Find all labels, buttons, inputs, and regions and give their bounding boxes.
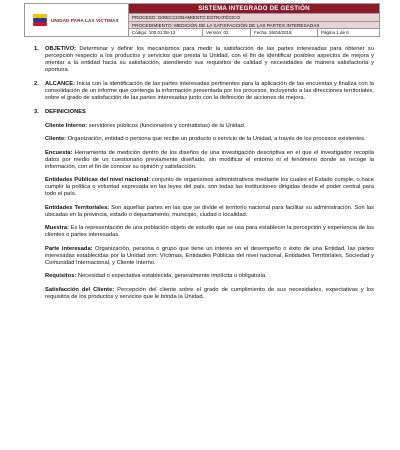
definition-item bbox=[45, 205, 374, 219]
section-text: Inicia con la identificación de las partes interesadas pertinentes para la aplicación de las encuestas y finaliza con la consolidación de un informe que contenga la información presentada por los procesos, incluyendo a las direcciones territoriales, sobre el grado de satisfacción de las partes interesadas junto con la definición de acciones de mejora. bbox=[45, 80, 374, 102]
definition-text: Son aquellas partes en las que se divide el territorio nacional para facilitar su administración. Son las ubicadas en la provincia, estado o departamento, municipio, ciudad o localidad. bbox=[45, 204, 374, 218]
definition-term: Cliente Interno: bbox=[45, 122, 88, 129]
section-label: OBJETIVO: bbox=[45, 46, 76, 52]
definition-text: Necesidad o expectativa establecida, generalmente implícita u obligatoria. bbox=[76, 273, 267, 280]
definition-text: Es la representación de una población objeto de estudio que se usa para establecer la percepción y experiencia de los clientes o partes interesadas. bbox=[45, 225, 374, 239]
definition-item bbox=[45, 273, 374, 280]
document-body bbox=[34, 46, 374, 307]
logo-block bbox=[25, 4, 129, 36]
definition-item bbox=[45, 150, 374, 171]
process-label: PROCESO: DIRECCIONAMIENTO ESTRATÉGICO bbox=[129, 13, 379, 21]
date-label: Fecha: 26/04/2018 bbox=[251, 29, 318, 36]
definition-text: Percepción del cliente sobre el grado de cumplimiento de sus necesidades, expectativas y los requisitos de los productos y servicios que le brinda la Unidad. bbox=[45, 286, 374, 300]
definition-term: Satisfacción del Cliente: bbox=[45, 286, 115, 293]
definition-term: Requisitos: bbox=[45, 273, 77, 280]
section-label: ALCANCE: bbox=[45, 80, 76, 87]
header-meta-row bbox=[129, 28, 379, 36]
definition-term: Encuesta: bbox=[45, 149, 73, 156]
definition-text: Organización, persona o grupo que tiene un interés en el desempeño o éxito de una Entidad, las partes interesadas establecidas por la Unidad son: Víctimas, Entidades Públicas del nivel nacional, Entidades Territoriales, Sociedad y Comunidad Internacional, y Cliente Interno. bbox=[45, 245, 374, 266]
definition-item bbox=[45, 225, 374, 239]
definition-item bbox=[45, 287, 374, 301]
definition-text: Organización, entidad o persona que recibe un producto o servicio de la Unidad, a través de los procesos existentes. bbox=[66, 136, 366, 143]
flag-logo-icon bbox=[33, 13, 47, 27]
section-definiciones bbox=[34, 109, 374, 116]
definition-item bbox=[45, 123, 374, 130]
section-text: Determinar y definir los mecanismos para medir la satisfacción de las partes interesadas para obtener su percepción respecto a los productos y servicios que presta la Unidad, con el fin de identificar posibles aspectos de mejora y orientar a la entidad hacia su satisfacción, atendiendo sus requisitos de calidad y necesidades de manera satisfactoria y oportuna. bbox=[45, 46, 374, 74]
definition-text: conjunto de organismos administrativos mediante los cuales el Estado cumple, o hace cumplir la política o voluntad expresada en las leyes del país. son todas las instituciones dirigidas desde el poder central para todo el país. bbox=[45, 177, 374, 198]
logo-text: UNIDAD PARA LAS VÍCTIMAS bbox=[51, 17, 119, 23]
section-number: 3. bbox=[34, 108, 39, 115]
definition-item bbox=[45, 136, 374, 143]
section-number: 1. bbox=[34, 46, 39, 52]
header-info bbox=[129, 4, 379, 36]
definitions-list bbox=[45, 123, 374, 301]
page-number: Página 1 de 6 bbox=[321, 30, 349, 35]
definition-term: Parte interesada: bbox=[45, 245, 93, 252]
version-label: Versión: 02 bbox=[203, 29, 251, 36]
document-header bbox=[24, 3, 380, 37]
section-heading: DEFINICIONES bbox=[45, 108, 86, 115]
procedure-label: PROCEDIMIENTO: MEDICIÓN DE LA SATISFACCIÓN DE LAS PARTES INTERESADAS bbox=[129, 21, 379, 29]
definition-text: Herramienta de medición dentro de los diseños de una investigación descriptiva en el que el investigador recopila datos por medio de un cuestionario previamente diseñado, sin modificar el entorno ni el fenómeno donde se recoge la información, con el fin de conocer su opinión y satisfacción. bbox=[45, 149, 374, 170]
system-title: SISTEMA INTEGRADO DE GESTIÓN bbox=[129, 4, 379, 13]
definition-term: Entidades Públicas del nivel nacional: bbox=[45, 177, 151, 184]
section-number: 2. bbox=[34, 80, 39, 87]
definition-term: Entidades Territoriales: bbox=[45, 204, 110, 211]
section-objetivo bbox=[34, 46, 374, 74]
definition-text: servidores públicos (funcionarios y contratistas) de la Unidad. bbox=[87, 122, 246, 129]
definition-item bbox=[45, 246, 374, 267]
definition-term: Muestra: bbox=[45, 225, 69, 232]
section-alcance bbox=[34, 81, 374, 102]
definition-item bbox=[45, 177, 374, 198]
definition-term: Cliente: bbox=[45, 136, 67, 143]
code-label: Código: 100.01.08-13 bbox=[129, 29, 203, 36]
